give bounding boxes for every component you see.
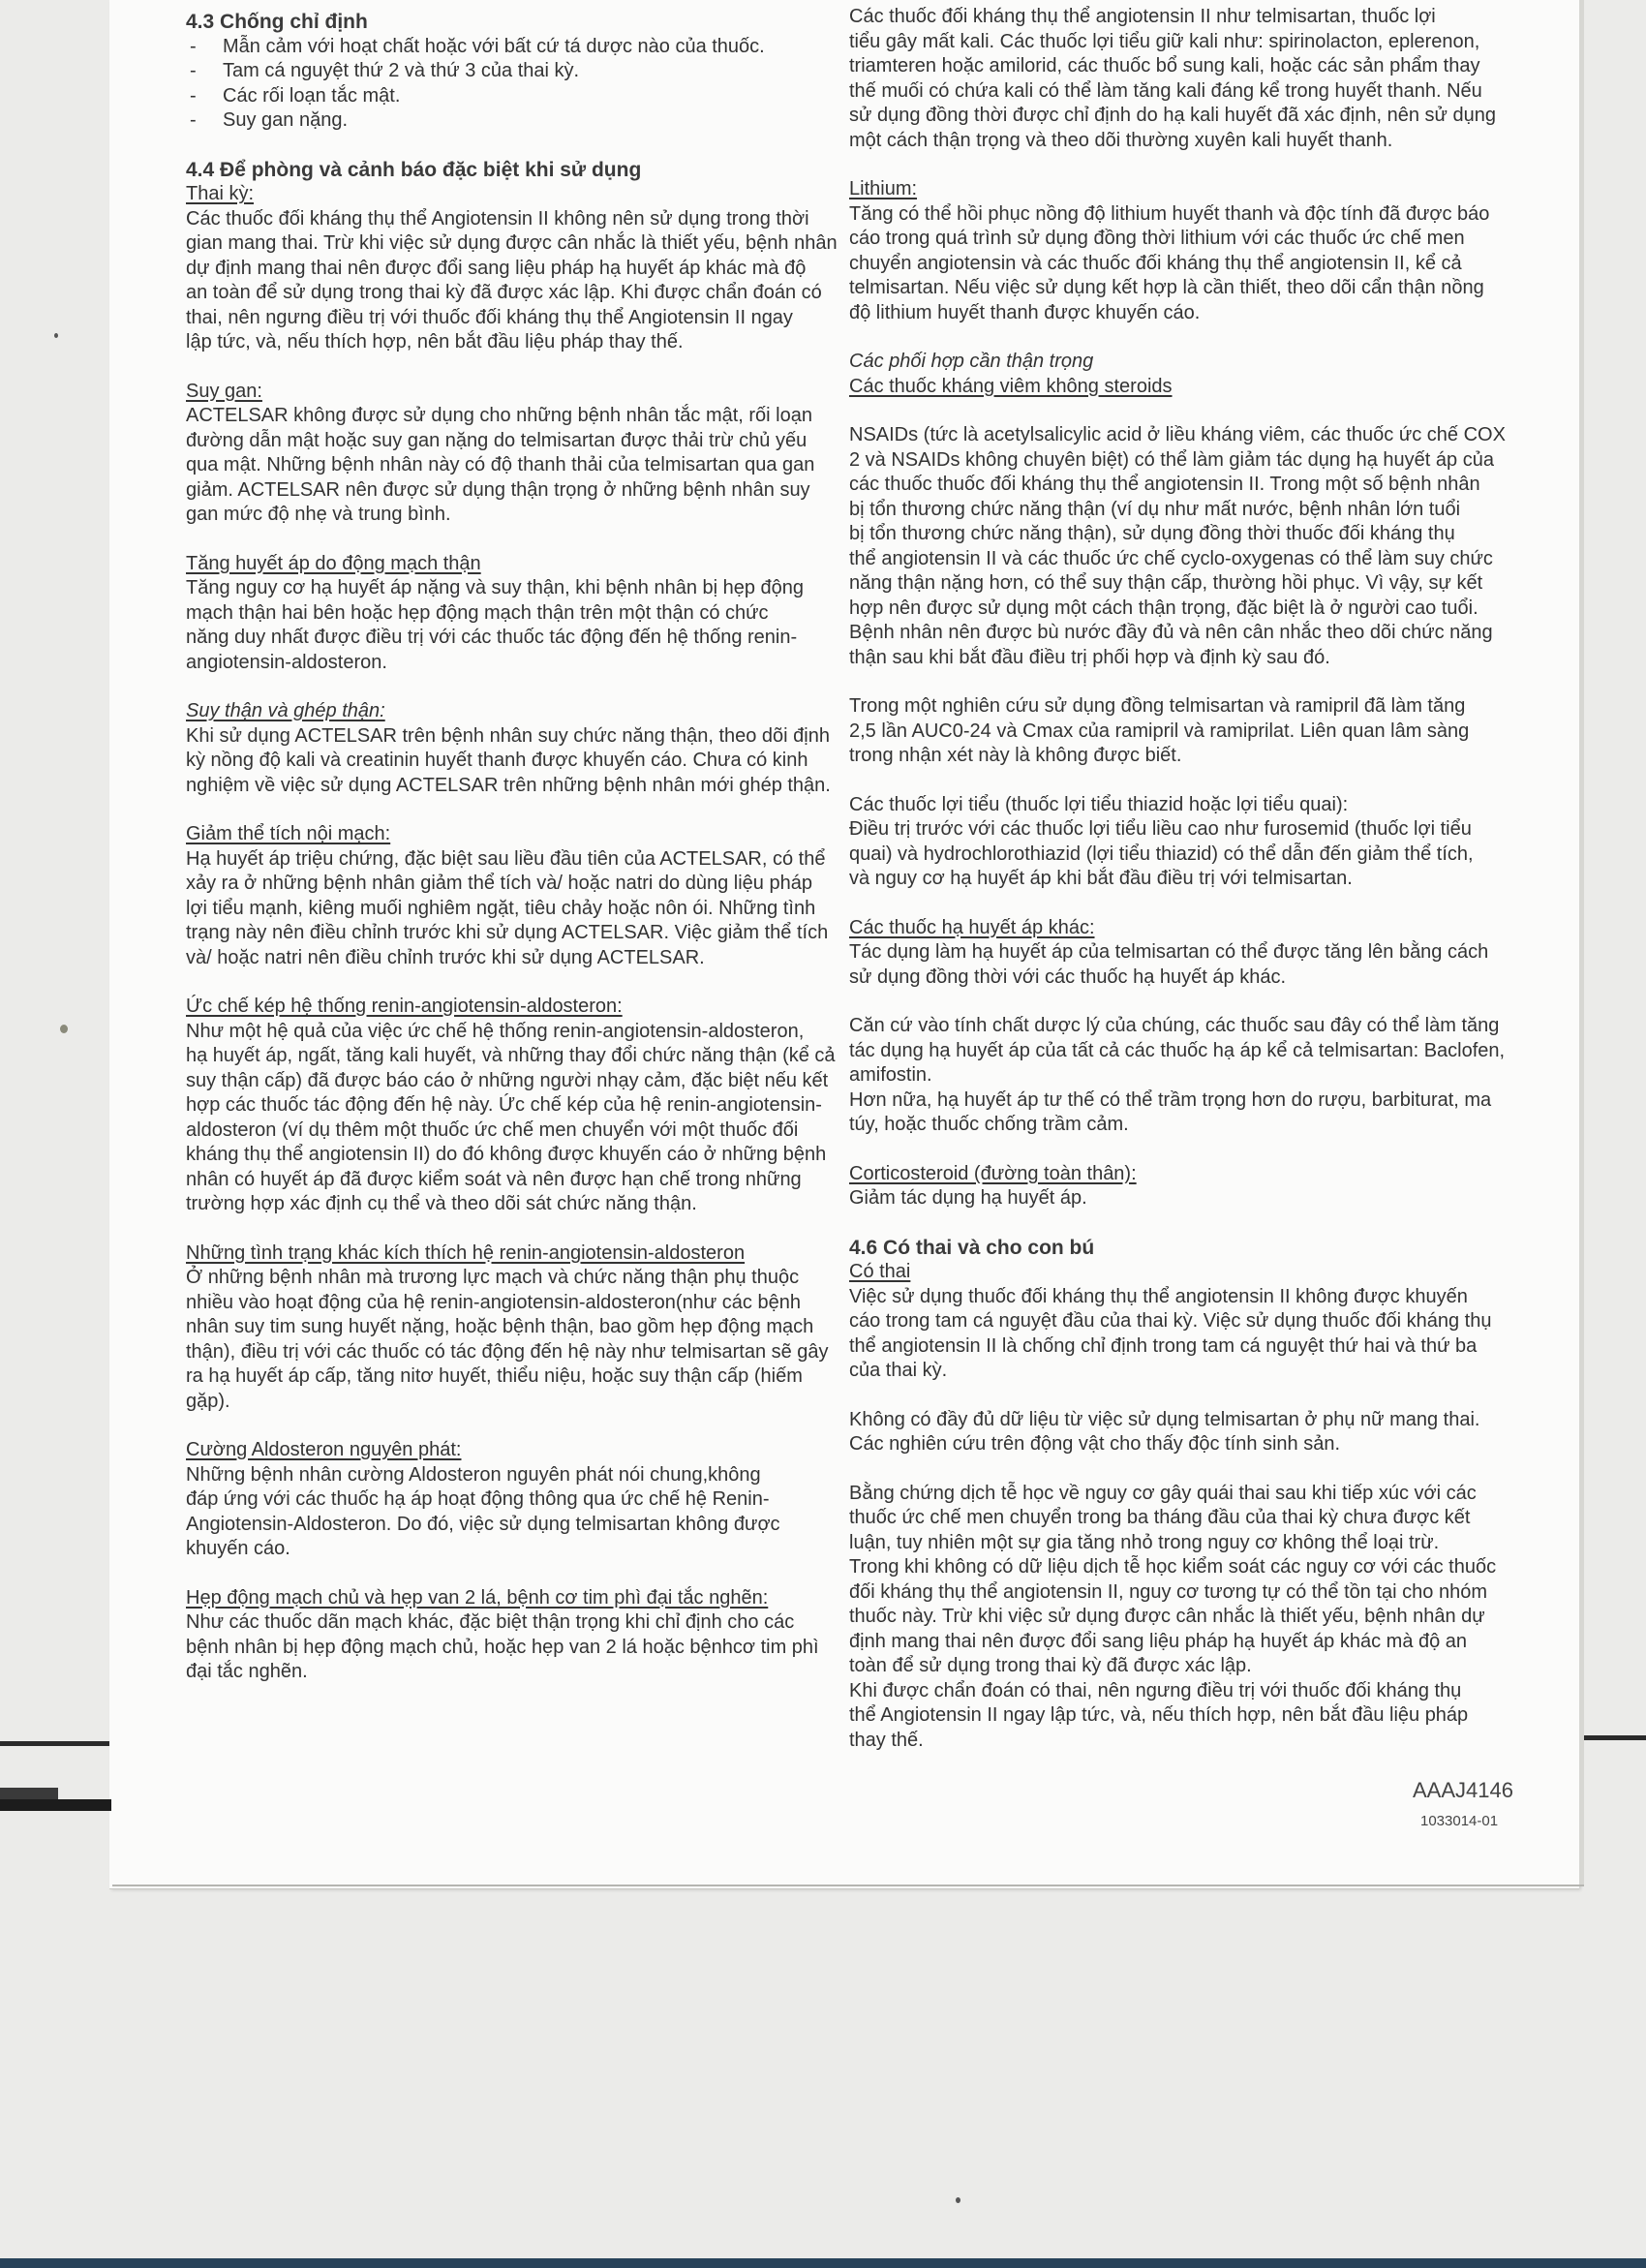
paragraph-line: Trong khi không có dữ liệu dịch tễ học kiểm soát các nguy cơ với các thuốc [849,1556,1497,1578]
paragraph-line: tiểu gây mất kali. Các thuốc lợi tiểu giữ kali như: spirinolacton, eplerenon, [849,30,1480,52]
subheading-nsaid: Các thuốc kháng viêm không steroids [849,375,1173,397]
scan-artifact-bar-right [1584,1735,1646,1740]
paragraph-line: thể Angiotensin II ngay lập tức, và, nếu thích hợp, nên bắt đầu liệu pháp [849,1704,1469,1726]
paragraph-line: lợi tiểu mạnh, kiêng muối nghiêm ngặt, tiêu chảy hoặc nôn ói. Những tình [186,897,816,919]
paragraph-line: Ở những bệnh nhân mà trương lực mạch và chức năng thận phụ thuộc [186,1267,800,1288]
paragraph-line: năng duy nhất được điều trị với các thuốc tác động đến hệ thống renin- [186,627,798,648]
paragraph-line: bị tổn thương chức năng thận (ví dụ như mất nước, bệnh nhân lớn tuổi [849,498,1461,520]
paragraph-line: trạng này nên điều chỉnh trước khi sử dụng ACTELSAR. Việc giảm thể tích [186,922,829,943]
paragraph-line: hạ huyết áp, ngất, tăng kali huyết, và những thay đổi chức năng thận (kể cả [186,1045,836,1066]
page-edge [1579,0,1584,1885]
paragraph-line: an toàn để sử dụng trong thai kỳ đã được xác lập. Khi được chẩn đoán có [186,282,822,303]
paragraph-line: giảm. ACTELSAR nên được sử dụng thận trọng ở những bệnh nhân suy [186,478,810,501]
paragraph-line: bị tổn thương chức năng thận), sử dụng đồng thời thuốc đối kháng thụ [849,523,1455,544]
paragraph-line: bệnh nhân bị hẹp động mạch chủ, hoặc hẹp van 2 lá hoặc bệnhcơ tim phì [186,1636,819,1658]
paragraph-line: sử dụng đồng thời với các thuốc hạ huyết áp khác. [849,965,1287,988]
subheading-phoi-hop: Các phối hợp cần thận trọng [849,351,1094,372]
paragraph-line: Hạ huyết áp triệu chứng, đặc biệt sau liều đầu tiên của ACTELSAR, có thể [186,847,826,870]
paragraph-line: cáo trong tam cá nguyệt đầu của thai kỳ. Việc sử dụng thuốc đối kháng thụ [849,1310,1492,1332]
document-subcode: 1033014-01 [1420,1813,1499,1829]
subheading-giam-the-tich: Giảm thể tích nội mạch: [186,823,391,844]
paragraph-line: NSAIDs (tức là acetylsalicylic acid ở liều kháng viêm, các thuốc ức chế COX [849,424,1506,445]
section-4-4-title: 4.4 Để phòng và cảnh báo đặc biệt khi sử dụng [186,158,642,181]
paragraph-line: Như các thuốc dãn mạch khác, đặc biệt thận trọng khi chỉ định cho các [186,1611,795,1633]
paragraph-line: đáp ứng với các thuốc hạ áp hoạt động thông qua ức chế hệ Renin- [186,1488,770,1510]
paragraph-line: thể angiotensin II và các thuốc ức chế cyclo-oxygenas có thể làm suy chức [849,547,1493,569]
paragraph-line: luận, tuy nhiên một sự gia tăng nhỏ trong nguy cơ không thể loại trừ. [849,1531,1440,1553]
paragraph-line: thai, nên ngưng điều trị với thuốc đối kháng thụ thể Angiotensin II ngay [186,306,793,328]
paragraph-line: sử dụng đồng thời được chỉ định do hạ kali huyết đã xác định, nên sử dụng [849,105,1496,126]
paragraph-line: túy, hoặc thuốc chống trầm cảm. [849,1114,1129,1135]
paragraph-line: Giảm tác dụng hạ huyết áp. [849,1187,1087,1209]
subheading-ha-ap-khac: Các thuốc hạ huyết áp khác: [849,916,1095,938]
paragraph-line: Điều trị trước với các thuốc lợi tiểu liều cao như furosemid (thuốc lợi tiểu [849,818,1472,840]
paragraph-line: Khi sử dụng ACTELSAR trên bệnh nhân suy chức năng thận, theo dõi định [186,724,830,747]
scan-speck [956,2197,960,2203]
paragraph-line: Khi được chẩn đoán có thai, nên ngưng điều trị với thuốc đối kháng thụ [849,1679,1462,1701]
paragraph-line: và/ hoặc natri nên điều chỉnh trước khi sử dụng ACTELSAR. [186,946,705,968]
paragraph-line: suy thận cấp) đã được báo cáo ở những người nhạy cảm, đặc biệt nếu kết [186,1069,829,1091]
paragraph-line: Angiotensin-Aldosteron. Do đó, việc sử dụng telmisartan không được [186,1513,780,1535]
paragraph-line: độ lithium huyết thanh được khuyến cáo. [849,301,1201,323]
paragraph-line: thế muối có chứa kali có thể làm tăng kali đáng kể trong huyết thanh. Nếu [849,79,1482,102]
paragraph-line: thận sau khi bắt đầu điều trị phối hợp và định kỳ sau đó. [849,646,1330,668]
paragraph-line: quai) và hydrochlorothiazid (lợi tiểu thiazid) có thể dẫn đến giảm thể tích, [849,843,1474,865]
paragraph-line: trường hợp xác định cụ thể và theo dõi sát chức năng thận. [186,1193,697,1214]
paragraph-line: Các thuốc đối kháng thụ thể angiotensin II như telmisartan, thuốc lợi [849,6,1436,27]
subheading-loi-tieu: Các thuốc lợi tiểu (thuốc lợi tiểu thiazid hoặc lợi tiểu quai): [849,793,1349,815]
paragraph-line: nhân suy tim sung huyết nặng, hoặc bệnh thận, bao gồm hẹp động mạch [186,1316,814,1337]
paragraph-line: hợp các thuốc tác động đến hệ này. Ức chế kép của hệ renin-angiotensin- [186,1094,822,1116]
paragraph-line: Tăng có thể hồi phục nồng độ lithium huyết thanh và độc tính đã được báo [849,202,1490,225]
paragraph-line: gian mang thai. Trừ khi việc sử dụng được cân nhắc là thiết yếu, bệnh nhân [186,232,838,254]
paragraph-line: kháng thụ thể angiotensin II) do đó không được khuyến cáo ở những bệnh [186,1144,827,1165]
paragraph-line: 2 và NSAIDs không chuyên biệt) có thể làm giảm tác dụng hạ huyết áp của [849,448,1494,471]
paragraph-line: Như một hệ quả của việc ức chế hệ thống renin-angiotensin-aldosteron, [186,1020,805,1042]
paragraph-line: lập tức, và, nếu thích hợp, nên bắt đầu liệu pháp thay thế. [186,331,684,352]
paragraph-line: Bằng chứng dịch tễ học về nguy cơ gây quái thai sau khi tiếp xúc với các [849,1482,1477,1504]
paragraph-line: hợp nên được sử dụng một cách thận trọng, đặc biệt là ở người cao tuổi. [849,597,1478,619]
subheading-thai-ky: Thai kỳ: [186,183,255,204]
right-column [849,5,1506,1753]
paragraph-line: thuốc này. Trừ khi việc sử dụng được cân nhắc là thiết yếu, bệnh nhân dự [849,1606,1485,1627]
subheading-suy-gan: Suy gan: [186,380,262,402]
paragraph-line: thể angiotensin II là chống chỉ định trong tam cá nguyệt thứ hai và thứ ba [849,1334,1478,1357]
paragraph-line: Tác dụng làm hạ huyết áp của telmisartan có thể được tăng lên bằng cách [849,941,1489,963]
scan-speck [60,1025,68,1033]
list-item: - Tam cá nguyệt thứ 2 và thứ 3 của thai kỳ. [186,59,815,84]
paragraph-line: Căn cứ vào tính chất dược lý của chúng, các thuốc sau đây có thể làm tăng [849,1015,1500,1036]
subheading-tang-huyet-ap: Tăng huyết áp do động mạch thận [186,552,481,574]
scan-artifact-clip [0,1788,58,1799]
paragraph-line: của thai kỳ. [849,1360,948,1381]
list-item: - Suy gan nặng. [186,108,815,134]
paragraph-line: dự định mang thai nên được đổi sang liệu pháp hạ huyết áp khác mà độ [186,257,807,279]
page-bottom-edge [112,1885,1584,1886]
subheading-corticosteroid: Corticosteroid (đường toàn thân): [849,1162,1137,1184]
paragraph-line: nhiều vào hoạt động của hệ renin-angiotensin-aldosteron(như các bệnh [186,1291,801,1313]
paragraph-line: toàn để sử dụng trong thai kỳ đã được xác lập. [849,1655,1252,1676]
paragraph-line: xảy ra ở những bệnh nhân giảm thể tích và/ hoặc natri do dùng liệu pháp [186,873,812,894]
paragraph-line: một cách thận trọng và theo dõi thường xuyên kali huyết thanh. [849,129,1393,151]
paragraph-line: kỳ nồng độ kali và creatinin huyết thanh được khuyến cáo. Chưa có kinh [186,750,808,771]
paragraph-line: đường dẫn mật hoặc suy gan nặng do telmisartan được thải trừ chủ yếu [186,429,808,451]
left-column [186,10,838,1685]
document-code: AAAJ4146 [1413,1778,1513,1802]
paragraph-line: Trong một nghiên cứu sử dụng đồng telmisartan và ramipril đã làm tăng [849,695,1466,717]
paragraph-line: thận), điều trị với các thuốc có tác động đến hệ này như telmisartan sẽ gây [186,1340,829,1363]
section-4-3-title: 4.3 Chống chỉ định [186,11,368,33]
paragraph-line: khuyến cáo. [186,1538,290,1559]
paragraph-line: định mang thai nên được đổi sang liệu pháp hạ huyết áp khác mà độ an [849,1630,1468,1652]
subheading-suy-than: Suy thận và ghép thận: [186,700,385,721]
paragraph-line: chuyển angiotensin và các thuốc đối kháng thụ thể angiotensin II, kể cả [849,252,1462,274]
paragraph-line: triamteren hoặc amilorid, các thuốc bổ sung kali, hoặc các sản phẩm thay [849,55,1480,77]
subheading-hep-dong-mach: Hẹp động mạch chủ và hẹp van 2 lá, bệnh cơ tim phì đại tắc nghẽn: [186,1586,769,1609]
subheading-lithium: Lithium: [849,178,918,199]
paragraph-line: 2,5 lần AUC0-24 và Cmax của ramipril và ramiprilat. Liên quan lâm sàng [849,720,1470,742]
scan-artifact-bar-left [0,1741,109,1746]
scan-artifact-clip [0,1799,111,1811]
paragraph-line: Các nghiên cứu trên động vật cho thấy độc tính sinh sản. [849,1433,1341,1455]
paragraph-line: Không có đầy đủ dữ liệu từ việc sử dụng telmisartan ở phụ nữ mang thai. [849,1408,1480,1430]
paragraph-line: amifostin. [849,1064,932,1086]
paragraph-line: đối kháng thụ thể angiotensin II, nguy cơ tương tự có thể tồn tại cho nhóm [849,1580,1487,1603]
paragraph-line: tác dụng hạ huyết áp của tất cả các thuốc hạ áp kể cả telmisartan: Baclofen, [849,1039,1506,1061]
paragraph-line: mạch thận hai bên hoặc hẹp động mạch thận trên một thận có chức [186,601,769,624]
paragraph-line: Bệnh nhân nên được bù nước đầy đủ và nên cân nhắc theo dõi chức năng [849,622,1493,643]
paragraph-line: Các thuốc đối kháng thụ thể Angiotensin II không nên sử dụng trong thời [186,207,809,230]
paragraph-line: thuốc ức chế men chuyển trong ba tháng đầu của thai kỳ chưa được kết [849,1507,1471,1528]
paragraph-line: aldosteron (ví dụ thêm một thuốc ức chế men chuyển với một thuốc đối [186,1119,799,1141]
paragraph-line: ACTELSAR không được sử dụng cho những bệnh nhân tắc mật, rối loạn [186,405,812,426]
scan-artifact-bottom-strip [0,2258,1646,2268]
subheading-co-thai: Có thai [849,1261,911,1282]
paragraph-line: ra hạ huyết áp cấp, tăng nitơ huyết, thiểu niệu, hoặc suy thận cấp (hiếm [186,1365,803,1387]
paragraph-line: cáo trong quá trình sử dụng đồng thời lithium với các thuốc ức chế men [849,228,1465,249]
paragraph-line: qua mật. Những bệnh nhân này có độ thanh thải của telmisartan qua gan [186,454,815,475]
paragraph-line: Tăng nguy cơ hạ huyết áp nặng và suy thận, khi bệnh nhân bị hẹp động [186,577,805,598]
paragraph-line: telmisartan. Nếu việc sử dụng kết hợp là cần thiết, theo dõi cẩn thận nồng [849,277,1484,298]
paragraph-line: trong nhận xét này là không được biết. [849,745,1182,766]
paragraph-line: các thuốc thuốc đối kháng thụ thể angiotensin II. Trong một số bệnh nhân [849,474,1480,495]
paragraph-line: Hơn nữa, hạ huyết áp tư thế có thể trầm trọng hơn do rượu, barbiturat, ma [849,1088,1492,1111]
paragraph-line: gặp). [186,1390,230,1412]
section-4-6-title: 4.6 Có thai và cho con bú [849,1236,1095,1259]
subheading-uc-che-kep: Ức chế kép hệ thống renin-angiotensin-aldosteron: [186,996,623,1017]
paragraph-line: năng thận nặng hơn, có thể suy thận cấp, thường hồi phục. Vì vậy, sự kết [849,572,1483,594]
paragraph-line: angiotensin-aldosteron. [186,651,387,673]
list-item: - Các rối loạn tắc mật. [186,84,815,109]
paragraph-line: gan mức độ nhẹ và trung bình. [186,504,451,525]
scan-speck [54,333,58,338]
paragraph-line: và nguy cơ hạ huyết áp khi bắt đầu điều trị với telmisartan. [849,868,1353,889]
subheading-cuong-aldosteron: Cường Aldosteron nguyên phát: [186,1439,462,1460]
paragraph-line: nghiệm về việc sử dụng ACTELSAR trên những bệnh nhân mới ghép thận. [186,774,831,796]
subheading-tinh-trang-khac: Những tình trạng khác kích thích hệ renin-angiotensin-aldosteron [186,1241,746,1264]
paragraph-line: đại tắc nghẽn. [186,1661,308,1682]
list-item: - Mẫn cảm với hoạt chất hoặc với bất cứ tá dược nào của thuốc. [186,35,815,60]
paragraph-line: nhân có huyết áp đã được kiểm soát và nên được hạn chế trong những [186,1168,802,1190]
paragraph-line: Việc sử dụng thuốc đối kháng thụ thể angiotensin II không được khuyến [849,1285,1468,1307]
paragraph-line: Những bệnh nhân cường Aldosteron nguyên phát nói chung,không [186,1463,761,1486]
paragraph-line: thay thế. [849,1729,924,1751]
